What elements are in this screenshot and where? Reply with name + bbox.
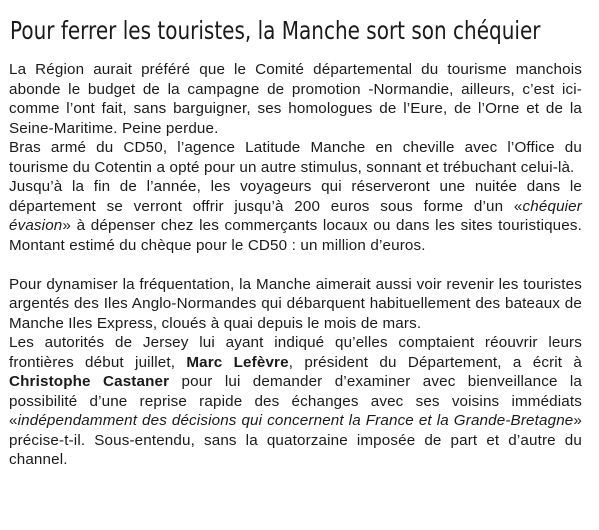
paragraph-iles-anglo-normandes: Pour dynamiser la fréquentation, la Manche aimerait aussi voir revenir les touristes argentés des Iles Anglo-Normandes qui débarquent habituellement des bateaux de Manche Iles Express, cloués à quai depuis le mois de mars. (9, 275, 582, 332)
paragraph-region: La Région aurait préféré que le Comité départemental du tourisme manchois abonde le budget de la campagne de promotion -Normandie, ailleurs, c’est ici- comme l’ont fait, sans barguigner, ses homologues de l’Eure, de l’Orne et de la Seine-Maritime. Peine perdue. (9, 61, 582, 137)
paragraph-text: Les autorités de Jersey lui ayant indiqué qu’elles comptaient réouvrir leurs frontières début juillet, (9, 334, 582, 371)
article (9, 16, 582, 470)
person-name: Christophe Castaner (9, 373, 170, 390)
paragraph-latitude-manche: Bras armé du CD50, l’agence Latitude Manche en cheville avec l’Office du tourisme du Cotentin a opté pour un autre stimulus, sonnant et trébuchant celui-là. (9, 139, 582, 176)
italic-term: chéquier évasion (9, 197, 582, 234)
article-headline: Pour ferrer les touristes, la Manche sort son chéquier (10, 16, 541, 45)
paragraph-text: » à dépenser chez les commerçants locaux ou dans les sites touristiques. Montant estimé du chèque pour le CD50 : un million d’euros. (9, 217, 582, 254)
paragraph-jersey (9, 333, 582, 470)
person-name: Marc Lefèvre (186, 353, 289, 371)
paragraph-cheque-evasion (9, 177, 582, 255)
paragraph-text: , président du Département, a écrit à (288, 353, 583, 371)
quotation: indépendamment des décisions qui concernent la France et la Grande-Bretagne (17, 412, 574, 429)
paragraph-text: Jusqu’à la fin de l’année, les voyageurs qui réserveront une nuitée dans le département se verront offrir jusqu’à 200 euros sous forme d’un « (9, 178, 582, 215)
paragraph-text: » précise-t-il. Sous-entendu, sans la quatorzaine imposée de part et d’autre du channel. (9, 412, 582, 468)
paragraph-text: pour lui demander d’examiner avec bienveillance la possibilité d’une reprise rapide des échanges avec ses voisins immédiats « (9, 373, 582, 429)
